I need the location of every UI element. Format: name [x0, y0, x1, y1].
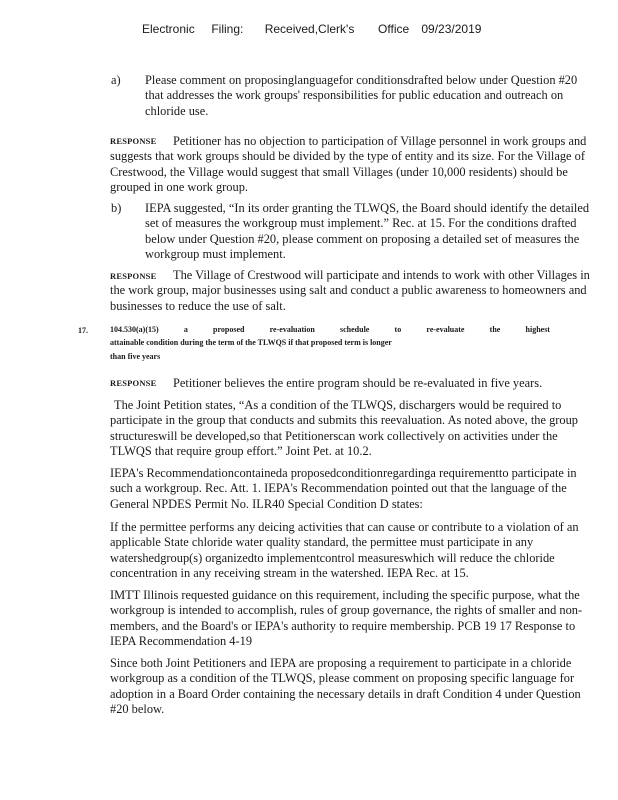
item-17-word: highest	[525, 325, 550, 334]
item-17-word: re-evaluation	[269, 325, 315, 334]
header-electronic: Electronic	[142, 22, 195, 36]
response-2-text	[110, 268, 600, 314]
response-3-label: RESPONSE	[110, 378, 157, 388]
item-17-word: a	[183, 325, 188, 334]
item-17-line3: than five years	[110, 352, 161, 361]
header-office: Office	[378, 22, 410, 36]
item-a-label: a)	[111, 73, 121, 87]
paragraph-iepa-recommendation: IEPA's Recommendationcontaineda proposedconditionregardinga requirementto participate in such a workgroup. Rec. Att. 1. IEPA's Recommendation pointed out that the language of the General NPDES Permit No. ILR40 Special Condition D states:	[110, 466, 577, 511]
item-b-label: b)	[111, 201, 122, 215]
item-b-text: IEPA suggested, “In its order granting the TLWQS, the Board should identify the detailed set of measures the workgroup must implement.” Rec. at 15. For the conditions drafted below under Question #20, please comment on proposing a detailed set of measures the workgroup must implement.	[145, 201, 590, 261]
item-17-heading	[110, 325, 550, 334]
paragraph-joint-petition: The Joint Petition states, “As a condition of the TLWQS, dischargers would be required to participate in the group that conducts and submits this reevaluation. As noted above, the group structureswill be developed,so that Petitionerscan work collectively on activities under the TLWQS that require group effort.” Joint Pet. at 10.2.	[110, 398, 578, 458]
item-17-word: schedule	[340, 325, 370, 334]
header-date: 09/23/2019	[421, 22, 482, 36]
response-1-text	[110, 134, 600, 195]
response-3-text: Petitioner believes the entire program should be re-evaluated in five years.	[173, 376, 543, 390]
item-17-word: re-evaluate	[426, 325, 465, 334]
response-1-label: RESPONSE	[110, 136, 157, 146]
response-2-label: RESPONSE	[110, 271, 157, 281]
response-1-body: Petitioner has no objection to participation of Village personnel in work groups and suggests that work groups should be divided by the type of entity and its size. For the Village of Crestwood, the Village would suggest that small Villages (under 10,000 residents) should be grouped in one work group.	[110, 134, 587, 194]
header-received: Received,Clerk's	[264, 22, 355, 36]
item-17-line2: attainable condition during the term of the TLWQS if that proposed term is longer	[110, 338, 392, 347]
item-17-word: 104.530(a)(15)	[110, 325, 159, 334]
item-17-number: 17.	[78, 326, 88, 335]
paragraph-imtt-guidance: IMTT Illinois requested guidance on this requirement, including the specific purpose, what the workgroup is intended to accomplish, rules of group governance, the rights of smaller and non-members, and the Board's or IEPA's authority to require membership. PCB 19 17 Response to IEPA Recommendation 4-19	[110, 588, 583, 648]
paragraph-chloride-workgroup: Since both Joint Petitioners and IEPA are proposing a requirement to participate in a chloride workgroup as a condition of the TLWQS, please comment on proposing specific language for adoption in a Board Order containing the necessary details in draft Condition 4 under Question #20 below.	[110, 656, 581, 716]
item-17-word: to	[394, 325, 402, 334]
header-filing: Filing:	[211, 22, 244, 36]
response-2-body: The Village of Crestwood will participate and intends to work with other Villages in the work group, major businesses using salt and conduct a public awareness to homeowners and businesses to reduce the use of salt.	[110, 268, 590, 313]
filing-header	[142, 22, 481, 36]
paragraph-permit-condition: If the permittee performs any deicing activities that can cause or contribute to a violation of an applicable State chloride water quality standard, the permittee must participate in any watershedgroup(s) organizedto implementcontrol measureswhich will reduce the chloride concentration in any receiving stream in the watershed. IEPA Rec. at 15.	[110, 520, 579, 580]
item-17-word: the	[489, 325, 501, 334]
item-a-text: Please comment on proposinglanguagefor conditionsdrafted below under Question #20 that addresses the work groups' responsibilities for public education and outreach on chloride use.	[145, 73, 578, 118]
item-17-word: proposed	[213, 325, 245, 334]
